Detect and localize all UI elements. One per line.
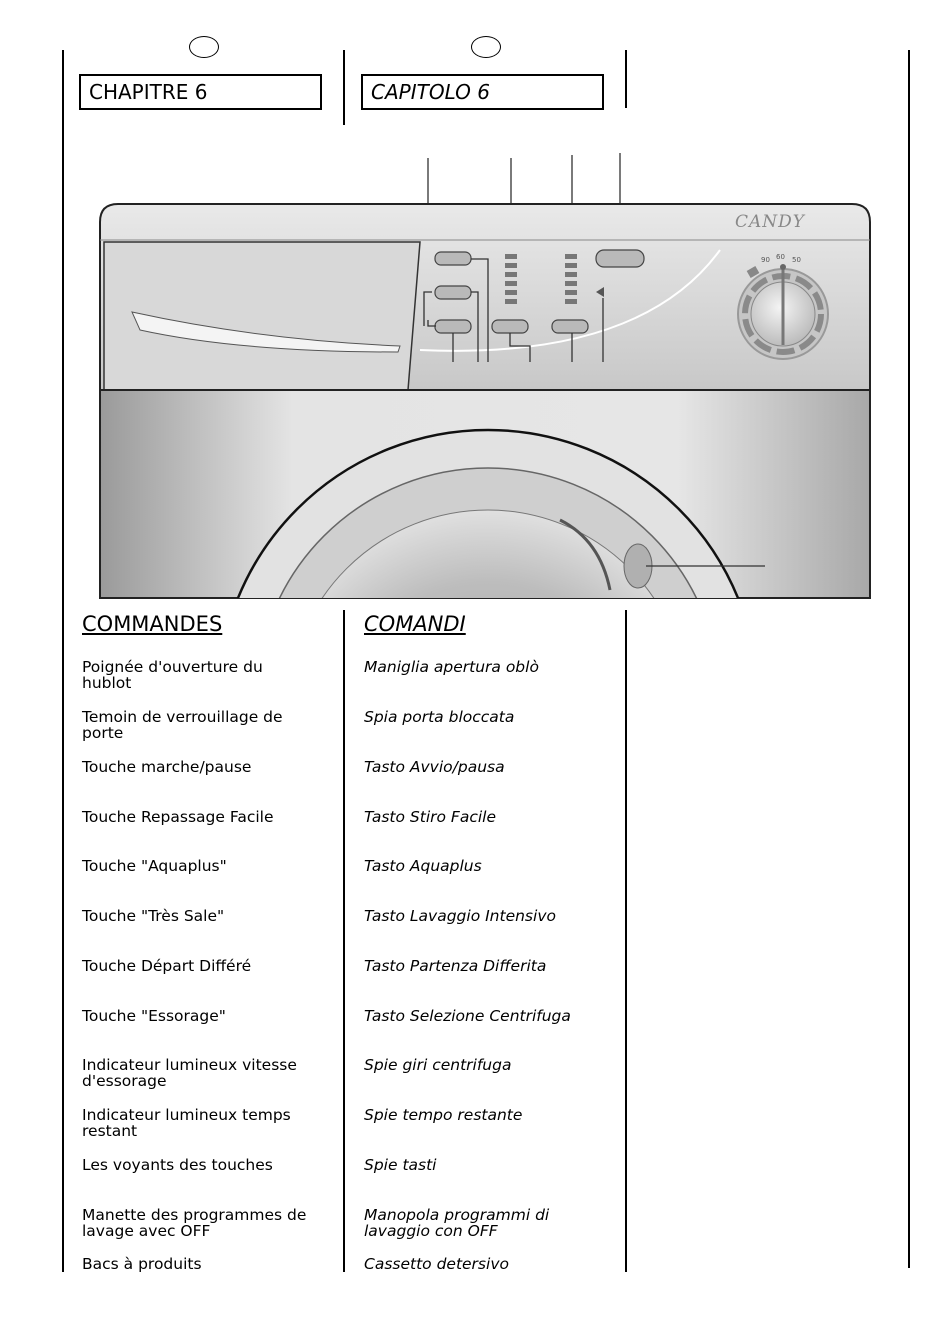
it-item-7: Tasto Partenza Differita bbox=[364, 957, 547, 975]
chapter-title-it: CAPITOLO 6 bbox=[361, 74, 604, 110]
chapter-title-fr: CHAPITRE 6 bbox=[79, 74, 322, 110]
it-item-6: Tasto Lavaggio Intensivo bbox=[364, 907, 556, 925]
button-spin bbox=[552, 320, 588, 333]
it-item-12: Manopola programmi di lavaggio con OFF bbox=[364, 1206, 550, 1240]
column-divider-1-bottom bbox=[343, 610, 345, 1272]
it-item-5: Tasto Aquaplus bbox=[364, 857, 482, 875]
button-delay bbox=[492, 320, 528, 333]
button-ironing bbox=[435, 252, 471, 265]
it-item-13: Cassetto detersivo bbox=[364, 1255, 509, 1273]
fr-item-10: Indicateur lumineux temps restant bbox=[82, 1106, 291, 1140]
it-item-10: Spie tempo restante bbox=[364, 1106, 523, 1124]
it-item-9: Spie giri centrifuga bbox=[364, 1056, 512, 1074]
fr-item-11: Les voyants des touches bbox=[82, 1156, 273, 1174]
it-item-2: Spia porta bloccata bbox=[364, 708, 515, 726]
fr-item-8: Touche "Essorage" bbox=[82, 1007, 226, 1025]
brand-logo: CANDY bbox=[735, 212, 806, 232]
column-divider-2-bottom bbox=[625, 610, 627, 1272]
section-title-fr: COMMANDES bbox=[82, 612, 223, 636]
it-item-11: Spie tasti bbox=[364, 1156, 437, 1174]
washing-machine-illustration bbox=[0, 0, 936, 600]
button-intensive bbox=[435, 320, 471, 333]
fr-item-6: Touche "Très Sale" bbox=[82, 907, 225, 925]
dial-mark-90: 90 bbox=[761, 256, 770, 264]
fr-item-3: Touche marche/pause bbox=[82, 758, 252, 776]
fr-item-9: Indicateur lumineux vitesse d'essorage bbox=[82, 1056, 297, 1090]
it-item-8: Tasto Selezione Centrifuga bbox=[364, 1007, 571, 1025]
button-start-pause bbox=[596, 250, 644, 267]
fr-item-13: Bacs à produits bbox=[82, 1255, 202, 1273]
it-item-4: Tasto Stiro Facile bbox=[364, 808, 496, 826]
fr-item-1: Poignée d'ouverture du hublot bbox=[82, 658, 263, 692]
dial-mark-50: 50 bbox=[792, 256, 801, 264]
fr-item-12: Manette des programmes de lavage avec OFF bbox=[82, 1206, 307, 1240]
dial-mark-60: 60 bbox=[776, 253, 785, 261]
fr-item-4: Touche Repassage Facile bbox=[82, 808, 274, 826]
it-item-3: Tasto Avvio/pausa bbox=[364, 758, 505, 776]
button-aquaplus bbox=[435, 286, 471, 299]
section-title-it: COMANDI bbox=[364, 612, 466, 636]
fr-item-5: Touche "Aquaplus" bbox=[82, 857, 227, 875]
fr-item-7: Touche Départ Différé bbox=[82, 957, 252, 975]
it-item-1: Maniglia apertura oblò bbox=[364, 658, 539, 676]
fr-item-2: Temoin de verrouillage de porte bbox=[82, 708, 283, 742]
